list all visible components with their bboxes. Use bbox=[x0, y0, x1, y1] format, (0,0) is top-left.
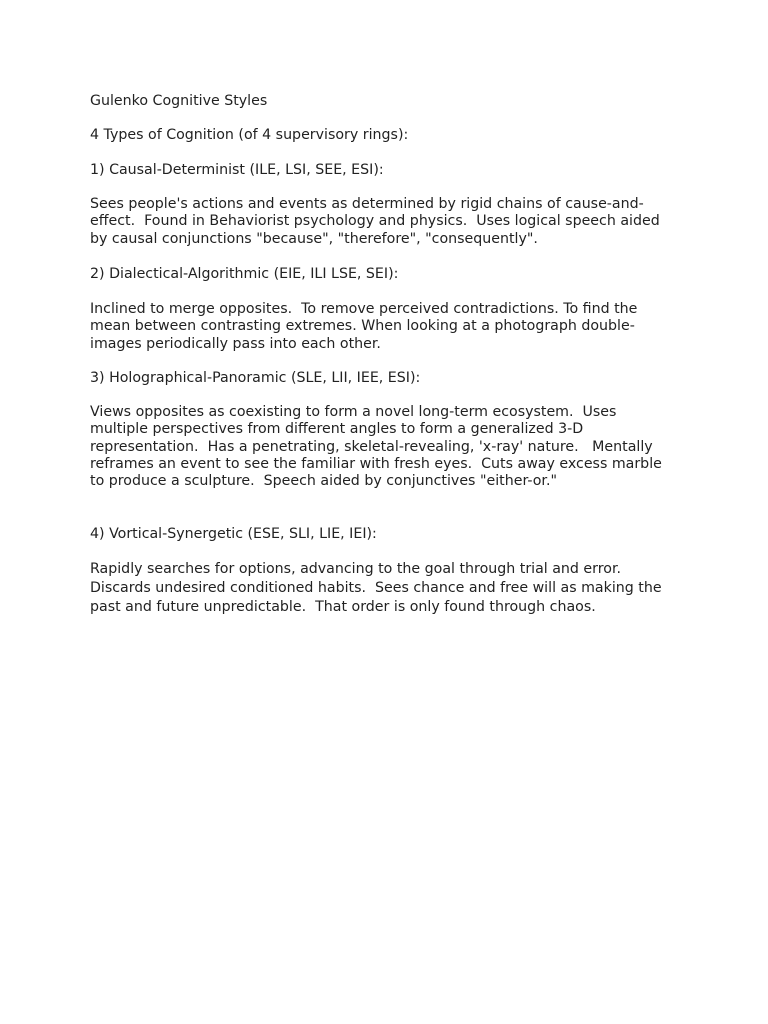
body-line: to produce a sculpture. Speech aided by conjunctives "either-or." bbox=[90, 473, 557, 490]
body-line: representation. Has a penetrating, skeletal-revealing, 'x-ray' nature. Mentally bbox=[90, 438, 653, 455]
body-line: effect. Found in Behaviorist psychology and physics. Uses logical speech aided bbox=[90, 213, 660, 230]
section-heading-dialectical-algorithmic: 2) Dialectical-Algorithmic (EIE, ILI LSE, SEI): bbox=[90, 266, 399, 282]
body-line: images periodically pass into each other. bbox=[90, 335, 381, 352]
body-line: Views opposites as coexisting to form a novel long-term ecosystem. Uses bbox=[90, 404, 617, 420]
document-intro: 4 Types of Cognition (of 4 supervisory rings): bbox=[90, 127, 409, 143]
body-line: Rapidly searches for options, advancing to the goal through trial and error. bbox=[90, 561, 621, 577]
body-line: past and future unpredictable. That order is only found through chaos. bbox=[90, 599, 596, 615]
section-body-vortical-synergetic bbox=[90, 560, 690, 617]
section-body-causal-determinist bbox=[90, 196, 690, 248]
body-line: by causal conjunctions "because", "therefore", "consequently". bbox=[90, 230, 538, 247]
section-body-holographical-panoramic bbox=[90, 404, 690, 490]
section-heading-vortical-synergetic: 4) Vortical-Synergetic (ESE, SLI, LIE, IEI): bbox=[90, 526, 377, 542]
body-line: Discards undesired conditioned habits. Sees chance and free will as making the bbox=[90, 580, 662, 596]
section-heading-causal-determinist: 1) Causal-Determinist (ILE, LSI, SEE, ESI): bbox=[90, 162, 384, 178]
body-line: reframes an event to see the familiar with fresh eyes. Cuts away excess marble bbox=[90, 455, 662, 472]
section-heading-holographical-panoramic: 3) Holographical-Panoramic (SLE, LII, IEE, ESI): bbox=[90, 370, 421, 386]
body-line: mean between contrasting extremes. When looking at a photograph double- bbox=[90, 318, 635, 335]
body-line: Sees people's actions and events as determined by rigid chains of cause-and- bbox=[90, 196, 644, 212]
section-body-dialectical-algorithmic bbox=[90, 301, 690, 353]
body-line: multiple perspectives from different angles to form a generalized 3-D bbox=[90, 421, 584, 438]
document-title: Gulenko Cognitive Styles bbox=[90, 93, 268, 109]
body-line: Inclined to merge opposites. To remove perceived contradictions. To find the bbox=[90, 301, 638, 317]
